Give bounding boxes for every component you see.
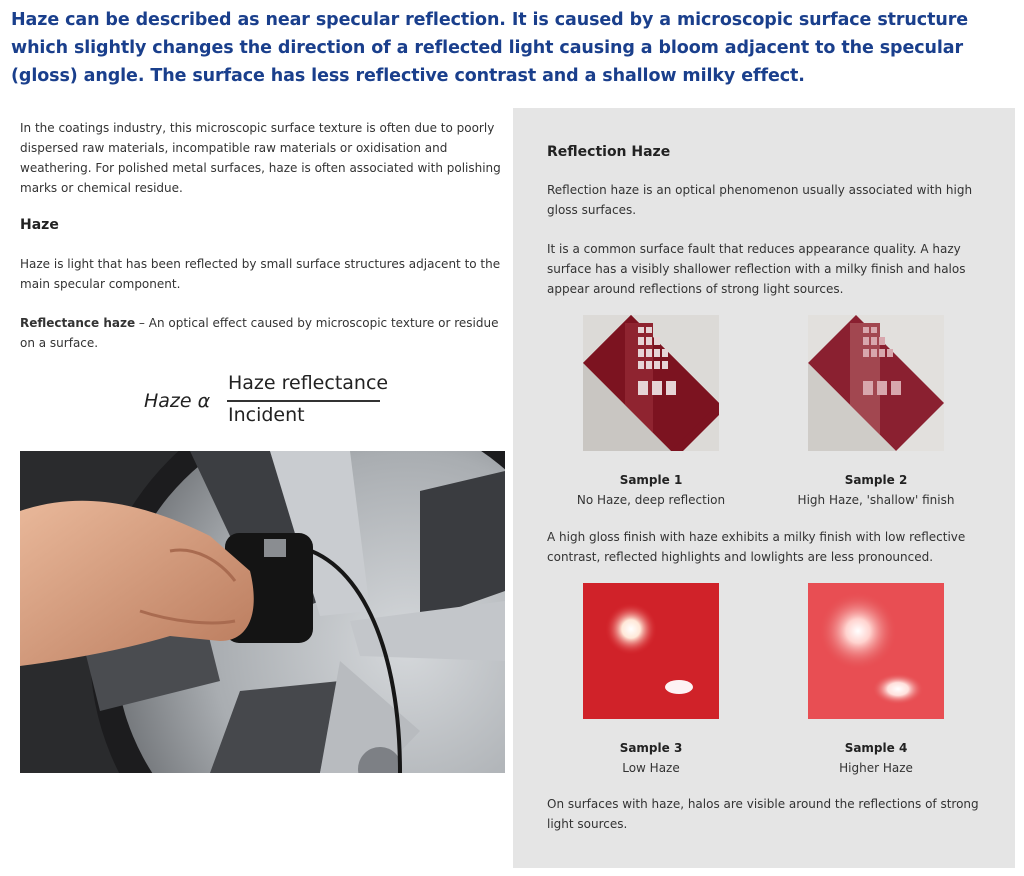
sample-3-title: Sample 3 <box>619 741 683 755</box>
reflection-haze-heading: Reflection Haze <box>547 144 671 160</box>
haze-formula <box>142 370 392 430</box>
intro-paragraph: Haze can be described as near specular reflection. It is caused by a microscopic surface structure which slightly changes the direction of a reflected light causing a bloom adjacent to the specular (gloss) angle. The surface has less reflective contrast and a shallow milky effect. <box>11 10 968 86</box>
reflectance-haze-term: Reflectance haze <box>20 316 136 330</box>
formula-numerator: Haze reflectance <box>228 372 389 394</box>
sample-4-subtitle: Higher Haze <box>839 761 913 775</box>
haze-heading: Haze <box>20 217 59 233</box>
glossmeter-on-wheel-photo <box>20 451 505 773</box>
sample-1-title: Sample 1 <box>619 473 683 487</box>
formula-denominator: Incident <box>228 404 305 426</box>
sample-1-image <box>583 315 719 451</box>
sample-3-subtitle: Low Haze <box>622 761 680 775</box>
sample-2-image <box>808 315 944 451</box>
sample-4-title: Sample 4 <box>844 741 908 755</box>
surface-fault-paragraph: It is a common surface fault that reduces appearance quality. A hazy surface has a visibly shallower reflection with a milky finish and halos appear around reflections of strong light sources. <box>547 242 966 296</box>
halos-paragraph: On surfaces with haze, halos are visible around the reflections of strong light sources. <box>547 797 979 831</box>
sample-3-caption <box>551 738 751 778</box>
formula-lhs: Haze α <box>144 390 211 412</box>
milky-finish-paragraph: A high gloss finish with haze exhibits a milky finish with low reflective contrast, reflected highlights and lowlights are less pronounced. <box>547 530 966 564</box>
reflectance-haze-paragraph <box>20 313 508 353</box>
reflection-haze-panel <box>513 108 1015 868</box>
sample-1-subtitle: No Haze, deep reflection <box>576 493 726 507</box>
formula-fraction-bar <box>227 400 380 402</box>
sample-1-caption <box>551 470 751 510</box>
sample-2-caption <box>776 470 976 510</box>
sample-2-subtitle: High Haze, 'shallow' finish <box>797 493 955 507</box>
sample-2-title: Sample 2 <box>844 473 908 487</box>
sample-4-caption <box>776 738 976 778</box>
reflection-haze-intro: Reflection haze is an optical phenomenon usually associated with high gloss surfaces. <box>547 183 973 217</box>
sample-4-image <box>808 583 944 719</box>
reflectance-haze-definition: – An optical effect caused by microscopic texture or residue on a surface. <box>20 316 499 350</box>
haze-definition-paragraph: Haze is light that has been reflected by small surface structures adjacent to the main specular component. <box>20 257 501 291</box>
coatings-paragraph: In the coatings industry, this microscopic surface texture is often due to poorly dispersed raw materials, incompatible raw materials or oxidisation and weathering. For polished metal surfaces, haze is often associated with polishing marks or chemical residue. <box>20 121 501 195</box>
sample-3-image <box>583 583 719 719</box>
